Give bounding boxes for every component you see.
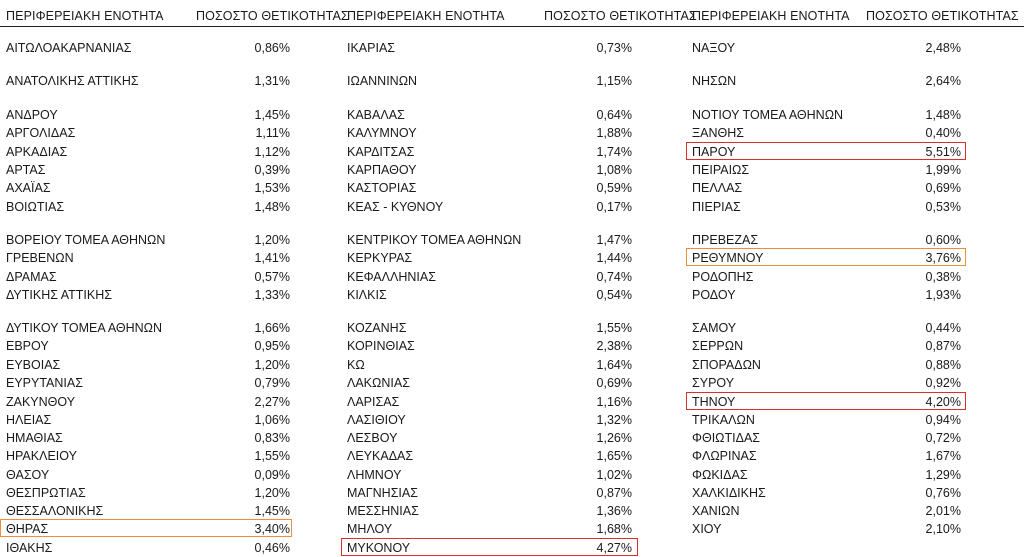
region-name: ΧΑΛΚΙΔΙΚΗΣ [692, 486, 766, 500]
table-row [341, 539, 638, 557]
table-row [686, 231, 966, 249]
table-row [0, 72, 292, 90]
positivity-rate: 2,27% [254, 395, 290, 409]
region-name: ΑΝΔΡΟΥ [6, 108, 58, 122]
region-name: ΚΑΡΔΙΤΣΑΣ [347, 145, 415, 159]
table-row [0, 337, 292, 355]
table-row [686, 466, 966, 484]
table-row [341, 231, 638, 249]
table-row [341, 393, 638, 411]
positivity-rate: 1,66% [254, 321, 290, 335]
table-row [341, 484, 638, 502]
table-row [686, 337, 966, 355]
table-row [686, 268, 966, 286]
table-row [0, 447, 292, 465]
positivity-rate: 0,38% [925, 270, 961, 284]
positivity-rate: 0,73% [596, 41, 632, 55]
table-row [0, 520, 292, 538]
column-1 [0, 0, 300, 555]
column-3 [686, 0, 971, 555]
positivity-rate: 1,55% [596, 321, 632, 335]
table-row [0, 143, 292, 161]
region-name: ΠΕΛΛΑΣ [692, 181, 743, 195]
region-name: ΛΗΜΝΟΥ [347, 468, 402, 482]
region-name: ΛΑΡΙΣΑΣ [347, 395, 400, 409]
region-name: ΚΕΡΚΥΡΑΣ [347, 251, 413, 265]
table-row [686, 286, 966, 304]
table-row [341, 520, 638, 538]
positivity-rate: 1,15% [596, 74, 632, 88]
table-row [341, 179, 638, 197]
region-name: ΚΙΛΚΙΣ [347, 288, 387, 302]
table-row [0, 502, 292, 520]
region-name: ΜΑΓΝΗΣΙΑΣ [347, 486, 418, 500]
positivity-rate: 0,83% [254, 431, 290, 445]
table-row [341, 161, 638, 179]
positivity-rate: 1,45% [254, 504, 290, 518]
positivity-rate: 1,65% [596, 449, 632, 463]
positivity-rate: 1,67% [925, 449, 961, 463]
region-name: ΑΡΚΑΔΙΑΣ [6, 145, 68, 159]
table-row [0, 411, 292, 429]
region-name: ΦΩΚΙΔΑΣ [692, 468, 748, 482]
positivity-rate: 1,33% [254, 288, 290, 302]
region-name: ΑΙΤΩΛΟΑΚΑΡΝΑΝΙΑΣ [6, 41, 132, 55]
region-name: ΘΗΡΑΣ [6, 522, 49, 536]
positivity-rate: 5,51% [925, 145, 961, 159]
table-row [0, 179, 292, 197]
positivity-rate: 1,36% [596, 504, 632, 518]
table-row [341, 374, 638, 392]
region-name: ΕΥΒΟΙΑΣ [6, 358, 61, 372]
region-name: ΣΥΡΟΥ [692, 376, 735, 390]
header-rate-3: ΠΟΣΟΣΤΟ ΘΕΤΙΚΟΤΗΤΑΣ [866, 9, 1019, 23]
table-row [341, 249, 638, 267]
table-row [0, 356, 292, 374]
positivity-rate: 0,59% [596, 181, 632, 195]
region-name: ΚΕΦΑΛΛΗΝΙΑΣ [347, 270, 436, 284]
region-name: ΙΩΑΝΝΙΝΩΝ [347, 74, 418, 88]
table-row [686, 179, 966, 197]
positivity-rate: 0,39% [254, 163, 290, 177]
region-name: ΔΥΤΙΚΟΥ ΤΟΜΕΑ ΑΘΗΝΩΝ [6, 321, 163, 335]
positivity-rate: 1,12% [254, 145, 290, 159]
table-row [341, 268, 638, 286]
region-name: ΗΜΑΘΙΑΣ [6, 431, 63, 445]
positivity-rate: 0,92% [925, 376, 961, 390]
table-row [686, 429, 966, 447]
positivity-rate: 1,06% [254, 413, 290, 427]
region-name: ΚΕΑΣ - ΚΥΘΝΟΥ [347, 200, 444, 214]
positivity-rate: 3,76% [925, 251, 961, 265]
positivity-rate: 0,44% [925, 321, 961, 335]
positivity-rate: 1,26% [596, 431, 632, 445]
table-row [341, 447, 638, 465]
header-rate-2: ΠΟΣΟΣΤΟ ΘΕΤΙΚΟΤΗΤΑΣ [544, 9, 697, 23]
table-row [0, 161, 292, 179]
table-row [686, 484, 966, 502]
region-name: ΒΟΡΕΙΟΥ ΤΟΜΕΑ ΑΘΗΝΩΝ [6, 233, 166, 247]
table-row [0, 374, 292, 392]
table-row [341, 411, 638, 429]
table-row [341, 198, 638, 216]
positivity-rate: 1,47% [596, 233, 632, 247]
region-name: ΤΗΝΟΥ [692, 395, 736, 409]
region-name: ΦΛΩΡΙΝΑΣ [692, 449, 757, 463]
region-name: ΚΑΒΑΛΑΣ [347, 108, 405, 122]
region-name: ΚΟΡΙΝΘΙΑΣ [347, 339, 415, 353]
region-name: ΚΑΣΤΟΡΙΑΣ [347, 181, 417, 195]
table-row [0, 319, 292, 337]
column-2 [341, 0, 642, 555]
table-row [341, 124, 638, 142]
region-name: ΧΙΟΥ [692, 522, 722, 536]
positivity-rate: 1,48% [925, 108, 961, 122]
region-name: ΠΑΡΟΥ [692, 145, 736, 159]
positivity-rate: 1,64% [596, 358, 632, 372]
region-name: ΜΥΚΟΝΟΥ [347, 541, 411, 555]
positivity-rate: 1,53% [254, 181, 290, 195]
table-row [686, 161, 966, 179]
region-name: ΗΛΕΙΑΣ [6, 413, 52, 427]
header-region-1: ΠΕΡΙΦΕΡΕΙΑΚΗ ΕΝΟΤΗΤΑ [6, 9, 164, 23]
positivity-rate: 0,09% [254, 468, 290, 482]
positivity-rate: 0,46% [254, 541, 290, 555]
region-name: ΒΟΙΩΤΙΑΣ [6, 200, 65, 214]
positivity-rate: 1,29% [925, 468, 961, 482]
positivity-rate: 1,31% [254, 74, 290, 88]
region-name: ΡΟΔΟΠΗΣ [692, 270, 754, 284]
table-row [686, 411, 966, 429]
region-name: ΣΠΟΡΑΔΩΝ [692, 358, 761, 372]
region-name: ΛΑΣΙΘΙΟΥ [347, 413, 406, 427]
table-row [686, 124, 966, 142]
region-name: ΜΗΛΟΥ [347, 522, 393, 536]
region-name: ΦΘΙΩΤΙΔΑΣ [692, 431, 761, 445]
table-row [0, 466, 292, 484]
table-row [686, 447, 966, 465]
positivity-rate: 1,41% [254, 251, 290, 265]
region-name: ΠΕΙΡΑΙΩΣ [692, 163, 750, 177]
region-name: ΔΥΤΙΚΗΣ ΑΤΤΙΚΗΣ [6, 288, 112, 302]
region-name: ΛΑΚΩΝΙΑΣ [347, 376, 410, 390]
table-row [0, 106, 292, 124]
positivity-rate: 0,60% [925, 233, 961, 247]
positivity-rate: 1,44% [596, 251, 632, 265]
table-row [686, 143, 966, 161]
table-row [686, 319, 966, 337]
region-name: ΠΙΕΡΙΑΣ [692, 200, 741, 214]
table-row [686, 249, 966, 267]
table-row [686, 198, 966, 216]
positivity-rate: 0,69% [596, 376, 632, 390]
table-row [0, 124, 292, 142]
region-name: ΘΑΣΟΥ [6, 468, 50, 482]
table-row [341, 143, 638, 161]
region-name: ΞΑΝΘΗΣ [692, 126, 744, 140]
table-row [341, 466, 638, 484]
positivity-rate: 1,02% [596, 468, 632, 482]
region-name: ΝΟΤΙΟΥ ΤΟΜΕΑ ΑΘΗΝΩΝ [692, 108, 844, 122]
positivity-rate: 2,64% [925, 74, 961, 88]
region-name: ΚΑΛΥΜΝΟΥ [347, 126, 417, 140]
positivity-rate: 1,20% [254, 358, 290, 372]
positivity-rate: 1,99% [925, 163, 961, 177]
positivity-rate: 2,38% [596, 339, 632, 353]
positivity-rate: 3,40% [254, 522, 290, 536]
positivity-rate: 0,76% [925, 486, 961, 500]
positivity-rate: 0,87% [596, 486, 632, 500]
positivity-rate: 1,93% [925, 288, 961, 302]
positivity-rate: 2,10% [925, 522, 961, 536]
region-name: ΗΡΑΚΛΕΙΟΥ [6, 449, 77, 463]
table-row [686, 502, 966, 520]
table-row [341, 502, 638, 520]
positivity-rate: 1,32% [596, 413, 632, 427]
region-name: ΑΡΤΑΣ [6, 163, 46, 177]
table-row [686, 374, 966, 392]
region-name: ΖΑΚΥΝΘΟΥ [6, 395, 76, 409]
table-row [341, 337, 638, 355]
region-name: ΡΟΔΟΥ [692, 288, 736, 302]
positivity-rate: 1,88% [596, 126, 632, 140]
table-row [0, 429, 292, 447]
table-row [686, 106, 966, 124]
positivity-rate: 0,94% [925, 413, 961, 427]
region-name: ΧΑΝΙΩΝ [692, 504, 740, 518]
table-row [0, 484, 292, 502]
region-name: ΓΡΕΒΕΝΩΝ [6, 251, 74, 265]
table-row [0, 198, 292, 216]
region-name: ΣΑΜΟΥ [692, 321, 737, 335]
table-row [341, 356, 638, 374]
table-row [341, 429, 638, 447]
table-row [341, 39, 638, 57]
table-row [0, 39, 292, 57]
table-row [341, 72, 638, 90]
table-row [686, 393, 966, 411]
region-name: ΡΕΘΥΜΝΟΥ [692, 251, 764, 265]
positivity-rate: 0,79% [254, 376, 290, 390]
region-name: ΠΡΕΒΕΖΑΣ [692, 233, 759, 247]
positivity-rate: 2,48% [925, 41, 961, 55]
region-name: ΛΕΥΚΑΔΑΣ [347, 449, 414, 463]
positivity-rate: 0,95% [254, 339, 290, 353]
positivity-rate: 1,11% [255, 126, 290, 140]
table-row [0, 249, 292, 267]
region-name: ΙΚΑΡΙΑΣ [347, 41, 396, 55]
positivity-rate: 1,74% [596, 145, 632, 159]
positivity-rate: 0,86% [254, 41, 290, 55]
positivity-rate: 0,64% [596, 108, 632, 122]
region-name: ΚΩ [347, 358, 365, 372]
positivity-rate: 0,40% [925, 126, 961, 140]
table-row [341, 106, 638, 124]
positivity-rate: 0,74% [596, 270, 632, 284]
region-name: ΑΝΑΤΟΛΙΚΗΣ ΑΤΤΙΚΗΣ [6, 74, 139, 88]
region-name: ΝΗΣΩΝ [692, 74, 737, 88]
positivity-rate: 0,17% [596, 200, 632, 214]
positivity-rate: 1,48% [254, 200, 290, 214]
positivity-rate: 1,55% [254, 449, 290, 463]
positivity-rate: 0,88% [925, 358, 961, 372]
positivity-rate: 2,01% [925, 504, 961, 518]
table-row [686, 72, 966, 90]
region-name: ΕΥΡΥΤΑΝΙΑΣ [6, 376, 83, 390]
table-row [0, 539, 292, 557]
region-name: ΜΕΣΣΗΝΙΑΣ [347, 504, 419, 518]
region-name: ΚΑΡΠΑΘΟΥ [347, 163, 417, 177]
region-name: ΑΡΓΟΛΙΔΑΣ [6, 126, 76, 140]
positivity-rate: 0,87% [925, 339, 961, 353]
positivity-rate: 1,08% [596, 163, 632, 177]
table-row [341, 319, 638, 337]
positivity-rate: 0,57% [254, 270, 290, 284]
table-row [686, 39, 966, 57]
positivity-rate: 0,54% [596, 288, 632, 302]
region-name: ΘΕΣΣΑΛΟΝΙΚΗΣ [6, 504, 104, 518]
region-name: ΚΟΖΑΝΗΣ [347, 321, 407, 335]
positivity-rate: 1,68% [596, 522, 632, 536]
region-name: ΝΑΞΟΥ [692, 41, 736, 55]
positivity-rate: 4,27% [596, 541, 632, 555]
table-row [0, 268, 292, 286]
positivity-rate: 1,20% [254, 486, 290, 500]
region-name: ΛΕΣΒΟΥ [347, 431, 398, 445]
table-row [686, 356, 966, 374]
header-rate-1: ΠΟΣΟΣΤΟ ΘΕΤΙΚΟΤΗΤΑΣ [196, 9, 349, 23]
table-row [0, 393, 292, 411]
table-row [686, 520, 966, 538]
region-name: ΚΕΝΤΡΙΚΟΥ ΤΟΜΕΑ ΑΘΗΝΩΝ [347, 233, 522, 247]
positivity-rate: 4,20% [925, 395, 961, 409]
positivity-rate: 1,20% [254, 233, 290, 247]
positivity-rate: 0,72% [925, 431, 961, 445]
positivity-rate: 1,16% [596, 395, 632, 409]
positivity-rate: 0,69% [925, 181, 961, 195]
header-region-3: ΠΕΡΙΦΕΡΕΙΑΚΗ ΕΝΟΤΗΤΑ [692, 9, 850, 23]
table-row [341, 286, 638, 304]
table-row [0, 231, 292, 249]
region-name: ΑΧΑΪΑΣ [6, 181, 51, 195]
region-name: ΤΡΙΚΑΛΩΝ [692, 413, 755, 427]
positivity-rate: 0,53% [925, 200, 961, 214]
header-region-2: ΠΕΡΙΦΕΡΕΙΑΚΗ ΕΝΟΤΗΤΑ [347, 9, 505, 23]
region-name: ΙΘΑΚΗΣ [6, 541, 53, 555]
positivity-rate: 1,45% [254, 108, 290, 122]
region-name: ΘΕΣΠΡΩΤΙΑΣ [6, 486, 86, 500]
region-name: ΔΡΑΜΑΣ [6, 270, 57, 284]
region-name: ΕΒΡΟΥ [6, 339, 49, 353]
region-name: ΣΕΡΡΩΝ [692, 339, 744, 353]
table-row [0, 286, 292, 304]
